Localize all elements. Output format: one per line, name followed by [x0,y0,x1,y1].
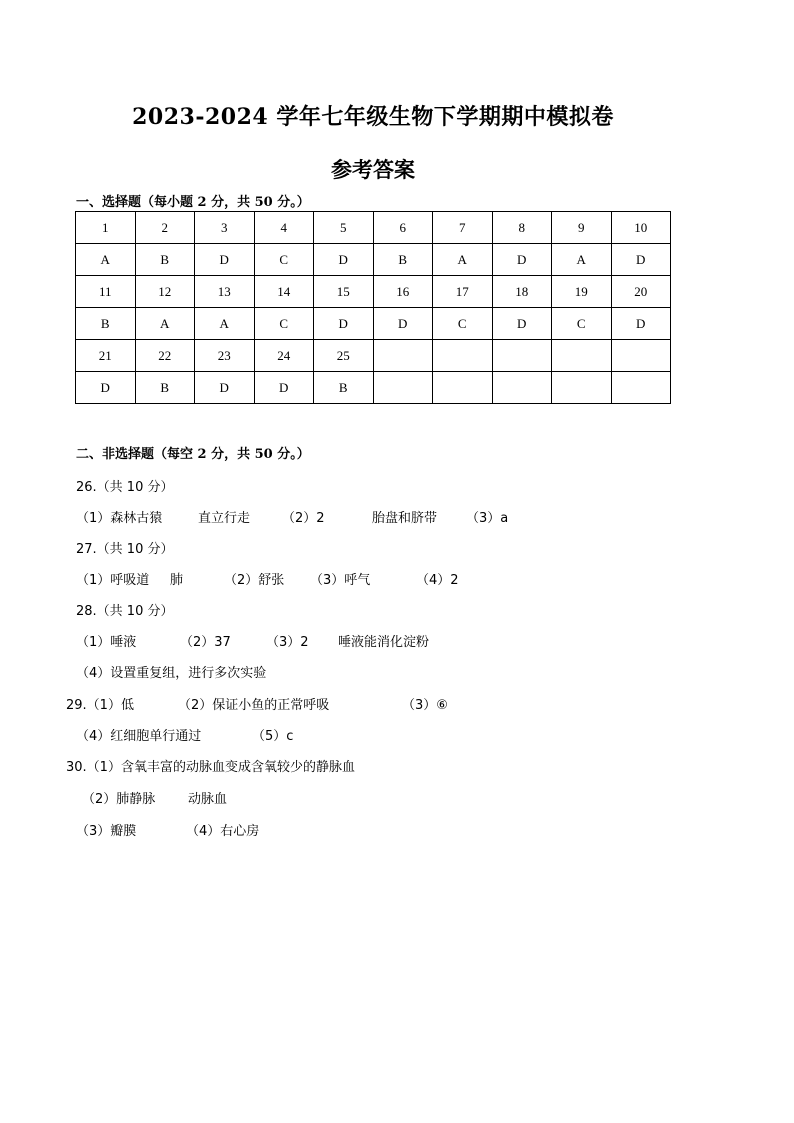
table-cell: A [76,244,136,276]
q26-header: 26.（共 10 分） [76,480,174,495]
table-cell: A [195,308,255,340]
table-cell: D [254,372,314,404]
q26-part3: （2）2 [282,511,325,526]
table-cell: 16 [373,276,433,308]
table-cell [373,372,433,404]
q30-part4: （4）右心房 [186,824,260,839]
table-cell: 24 [254,340,314,372]
table-cell [611,340,671,372]
table-cell: 22 [135,340,195,372]
q28-part1: （1）唾液 [76,635,137,650]
table-cell: 12 [135,276,195,308]
section-heading-choice: 一、选择题（每小题 2 分，共 50 分。） [76,195,310,210]
table-cell: 18 [492,276,552,308]
table-cell: 7 [433,212,493,244]
table-cell: 9 [552,212,612,244]
q28-line2: （4）设置重复组，进行多次实验 [76,666,267,681]
table-cell: B [314,372,374,404]
q28-part4: 唾液能消化淀粉 [338,635,430,650]
table-cell: 15 [314,276,374,308]
q30-part2: （2）肺静脉 [82,792,156,807]
q30-part1: 30.（1）含氧丰富的动脉血变成含氧较少的静脉血 [66,760,355,775]
table-cell: B [76,308,136,340]
q29-part5: （5）c [252,729,294,744]
table-cell: B [135,372,195,404]
table-cell: C [552,308,612,340]
table-cell [492,372,552,404]
q30-part2b: 动脉血 [188,792,228,807]
table-cell: D [76,372,136,404]
table-cell: D [611,308,671,340]
table-cell: C [254,308,314,340]
q28-part3: （3）2 [266,635,309,650]
q29-part4: （4）红细胞单行通过 [76,729,202,744]
table-cell: D [195,372,255,404]
page-subtitle: 参考答案 [331,157,415,182]
section-heading-nonchoice: 二、非选择题（每空 2 分，共 50 分。） [76,447,310,462]
table-cell [373,340,433,372]
answer-table [75,211,671,404]
table-cell [433,340,493,372]
table-cell: 1 [76,212,136,244]
table-cell: A [433,244,493,276]
table-row-answers [76,308,671,340]
q26-part2: 直立行走 [198,511,251,526]
table-cell: 8 [492,212,552,244]
table-cell: 14 [254,276,314,308]
table-cell: 20 [611,276,671,308]
q30-part3: （3）瓣膜 [76,824,137,839]
table-cell: A [552,244,612,276]
table-cell: 11 [76,276,136,308]
table-cell: 21 [76,340,136,372]
table-row-numbers [76,340,671,372]
table-cell: D [492,244,552,276]
q29-part3: （3）⑥ [402,698,448,713]
q27-header: 27.（共 10 分） [76,542,174,557]
page-title: 2023-2024 学年七年级生物下学期期中模拟卷 [132,104,614,130]
table-row-numbers [76,276,671,308]
q30-line1 [66,756,355,786]
table-cell: 13 [195,276,255,308]
table-cell: 17 [433,276,493,308]
table-cell: 25 [314,340,374,372]
q27-part3: （2）舒张 [224,573,285,588]
q27-part5: （4）2 [416,573,459,588]
q29-part1: 29.（1）低 [66,698,134,713]
table-cell: 3 [195,212,255,244]
q26-part4: 胎盘和脐带 [372,511,438,526]
table-cell: 19 [552,276,612,308]
table-cell: D [314,308,374,340]
table-cell: D [195,244,255,276]
q30-line3 [76,820,260,865]
q27-part2: 肺 [170,573,184,588]
table-cell: 5 [314,212,374,244]
table-cell: 6 [373,212,433,244]
q27-part1: （1）呼吸道 [76,573,150,588]
table-cell: 2 [135,212,195,244]
table-row-answers [76,372,671,404]
table-cell [552,372,612,404]
table-cell [433,372,493,404]
table-row-answers [76,244,671,276]
table-cell: D [314,244,374,276]
q28-part2: （2）37 [180,635,231,650]
q27-part4: （3）呼气 [310,573,371,588]
table-cell: A [135,308,195,340]
table-cell [611,372,671,404]
table-cell: 10 [611,212,671,244]
table-cell [492,340,552,372]
table-cell: D [492,308,552,340]
table-cell: D [611,244,671,276]
table-cell [552,340,612,372]
table-cell: B [373,244,433,276]
q28-header: 28.（共 10 分） [76,604,174,619]
table-cell: D [373,308,433,340]
table-cell: B [135,244,195,276]
table-cell: 23 [195,340,255,372]
table-cell: C [433,308,493,340]
table-row-numbers [76,212,671,244]
q29-part2: （2）保证小鱼的正常呼吸 [178,698,330,713]
table-cell: C [254,244,314,276]
table-cell: 4 [254,212,314,244]
q26-part1: （1）森林古猿 [76,511,163,526]
q26-part5: （3）a [466,511,509,526]
